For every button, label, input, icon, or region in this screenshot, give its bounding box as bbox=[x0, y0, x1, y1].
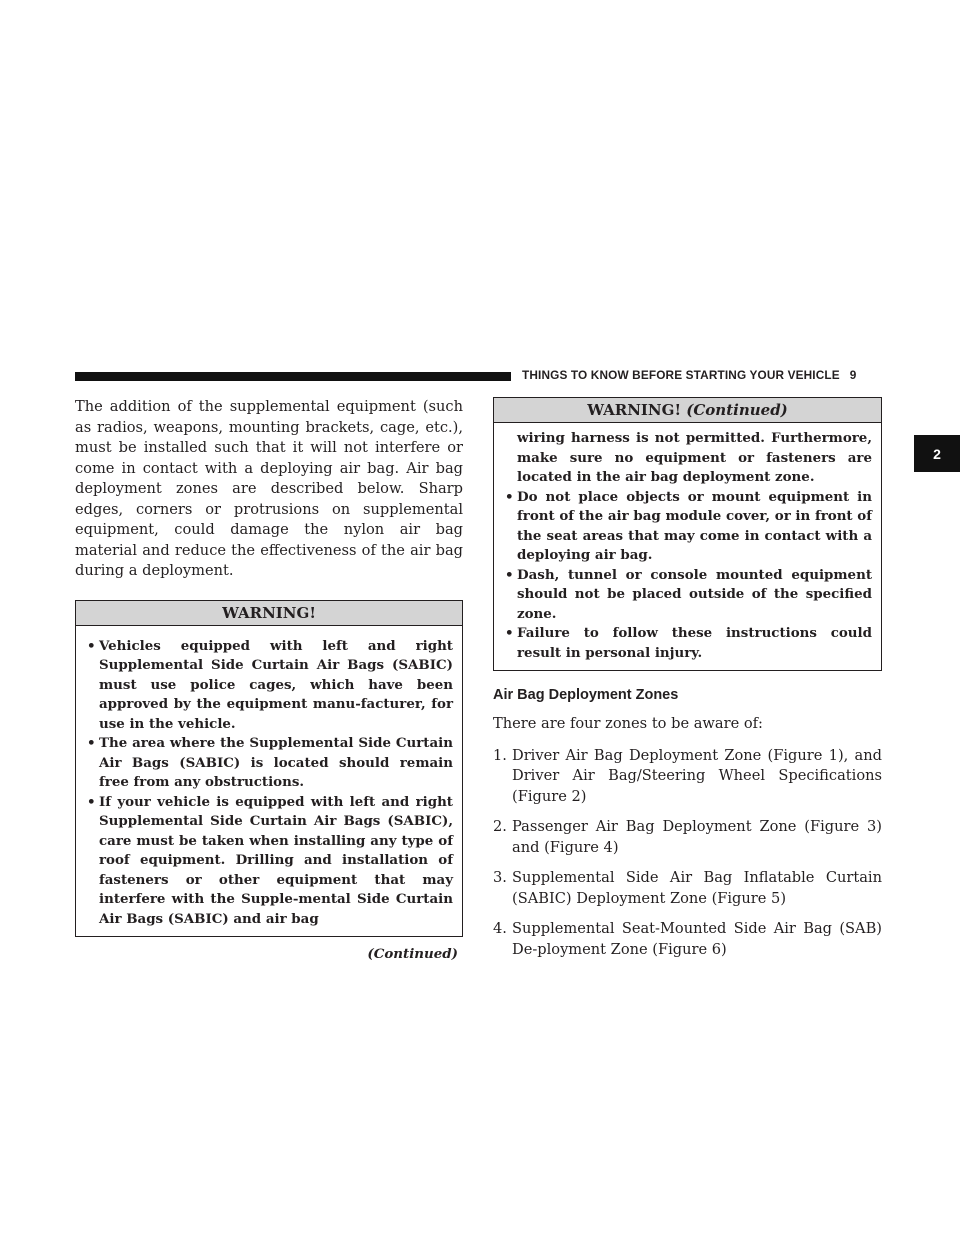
zone-number: 1. bbox=[493, 746, 507, 764]
bullet-icon: • bbox=[87, 793, 96, 810]
warning-item bbox=[505, 488, 872, 566]
zone-number: 4. bbox=[493, 920, 507, 937]
zone-item bbox=[493, 746, 882, 808]
bullet-icon: • bbox=[87, 637, 96, 654]
warning-continuation-text: wiring harness is not permitted. Furthermore, make sure no equipment or fasteners are located in the air bag deployment zone. bbox=[517, 430, 872, 485]
warning-header bbox=[494, 398, 881, 423]
warning-item bbox=[505, 624, 872, 663]
warning-header bbox=[76, 601, 462, 626]
header-rule bbox=[75, 372, 511, 381]
warning-title-suffix: (Continued) bbox=[686, 401, 788, 419]
zone-item bbox=[493, 817, 882, 858]
zone-text: Driver Air Bag Deployment Zone (Figure 1), and Driver Air Bag/Steering Wheel Specifications (Figure 2) bbox=[512, 746, 882, 805]
zone-text: Passenger Air Bag Deployment Zone (Figure 3) and (Figure 4) bbox=[512, 818, 882, 856]
continued-note: (Continued) bbox=[367, 946, 458, 962]
bullet-icon: • bbox=[505, 625, 514, 641]
warning-title: WARNING! bbox=[587, 401, 682, 419]
warning-title: WARNING! bbox=[222, 603, 316, 622]
warning-body bbox=[494, 423, 881, 670]
warning-item-text: If your vehicle is equipped with left and right Supplemental Side Curtain Air Bags (SABIC), care must be taken when installing any type of roof equipment. Drilling and installation of fasteners or other equipment that may interfere with the Supple-mental Side Curtain Air Bags (SABIC) and air bag bbox=[99, 793, 453, 927]
warning-item-text: Dash, tunnel or console mounted equipment should not be placed outside of the specified zone. bbox=[517, 566, 872, 622]
warning-item bbox=[87, 734, 453, 793]
warning-item-text: Do not place objects or mount equipment in front of the air bag module cover, or in front of the seat areas that may come in contact with a deploying air bag. bbox=[517, 488, 872, 563]
intro-paragraph: The addition of the supplemental equipment (such as radios, weapons, mounting brackets, cage, etc.), must be installed such that it will not interfere or come in contact with a deploying air bag. Air bag deployment zones are described below. Sharp edges, corners or protrusions on supplemental equipment, could damage the nylon air bag material and reduce the effectiveness of the air bag during a deployment. bbox=[75, 398, 463, 579]
warning-box-continued bbox=[493, 397, 882, 671]
right-column bbox=[493, 397, 882, 970]
warning-box bbox=[75, 600, 463, 938]
warning-item-text: The area where the Supplemental Side Curtain Air Bags (SABIC) is located should remain free from any obstructions. bbox=[99, 735, 453, 790]
warning-list bbox=[87, 637, 453, 930]
warning-item-text: Failure to follow these instructions could result in personal injury. bbox=[517, 625, 872, 661]
warning-body bbox=[76, 626, 462, 937]
zones-intro: There are four zones to be aware of: bbox=[493, 715, 763, 732]
page-number: 9 bbox=[849, 368, 857, 382]
bullet-icon: • bbox=[505, 488, 514, 505]
warning-list bbox=[505, 488, 872, 664]
chapter-tab: 2 bbox=[914, 435, 960, 472]
warning-item-text: Vehicles equipped with left and right Supplemental Side Curtain Air Bags (SABIC) must use police cages, which have been approved by the equipment manu-facturer, for use in the vehicle. bbox=[99, 637, 453, 732]
running-header bbox=[522, 368, 892, 386]
left-column bbox=[75, 397, 463, 962]
zone-list bbox=[493, 746, 882, 961]
zone-item bbox=[493, 919, 882, 960]
zone-number: 2. bbox=[493, 818, 507, 835]
zone-text: Supplemental Seat-Mounted Side Air Bag (SAB) De-ployment Zone (Figure 6) bbox=[512, 920, 882, 958]
bullet-icon: • bbox=[87, 735, 96, 751]
warning-item bbox=[505, 566, 872, 625]
warning-item bbox=[87, 637, 453, 735]
zone-text: Supplemental Side Air Bag Inflatable Curtain (SABIC) Deployment Zone (Figure 5) bbox=[512, 869, 882, 907]
zone-item bbox=[493, 868, 882, 909]
bullet-icon: • bbox=[505, 566, 514, 583]
section-heading: Air Bag Deployment Zones bbox=[493, 687, 679, 703]
zone-number: 3. bbox=[493, 869, 507, 886]
chapter-title: THINGS TO KNOW BEFORE STARTING YOUR VEHICLE bbox=[522, 368, 840, 382]
warning-item bbox=[87, 793, 453, 930]
